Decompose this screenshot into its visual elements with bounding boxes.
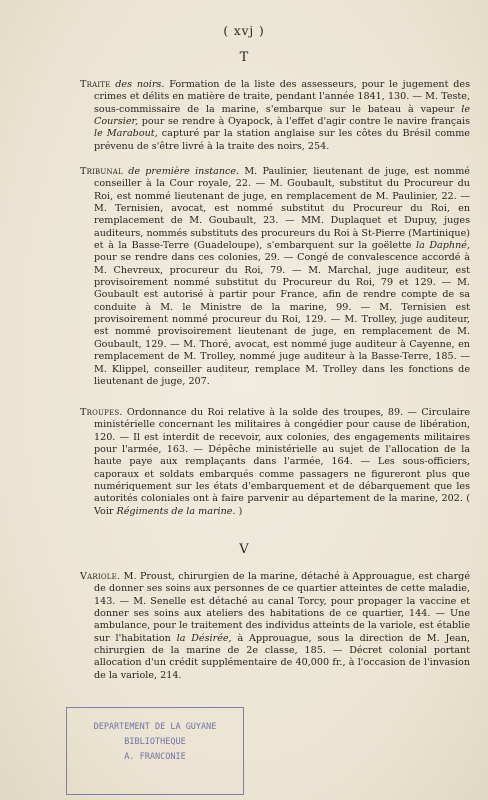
entry-text: pour se rendre à Oyapock, à l'effet d'agir contre le navire français [138,116,470,128]
entry-italic: la Daphné, [416,240,470,252]
entry-head: Tribunal [80,166,123,177]
entry-head: Traite [80,79,111,90]
entry-variole [80,571,470,682]
entry-text: ) [235,505,243,517]
entry-text: M. Proust, chirurgien de la marine, détaché à Approuague, est chargé de donner ses soins aux personnes de ce quartier atteintes de cette maladie, 143. — M. Senelle est détaché au canal Torcy, pour propager la vaccine et donner ses soins aux ateliers des habitations de ce quartier, 144. — Une ambulance, pour le traitement des individus atteints de la variole, est établie sur l'habitation [94,571,470,644]
entry-head: Troupes. [80,407,123,418]
entry-text: Formation de la liste des assesseurs, pour le jugement des crimes et délits en matière de traite, pendant l'année 1841, 130. — M. Teste, sous-commissaire de la marine, s'embarque sur le bateau à vapeur [94,79,470,115]
page-number: ( xvj ) [223,24,265,38]
entry-text: Ordonnance du Roi relative à la solde des troupes, 89. — Circulaire ministérielle concernant les militaires à congédier pour cause de libération, 120. — Il est interdit de recevoir, aux colonies, des engagements militaires pour l'armée, 163. — Dépêche ministérielle au sujet de l'allocation de la haute paye aux remplaçants dans l'armée, 164. — Les sous-officiers, caporaux et soldats embarqués comme passagers ne figureront plus que numériquement sur les états d'embarquement et de débarquement que les autorités coloniales ont à faire parvenir au département de la marine, 202. ( Voir [94,407,470,517]
entry-tribunal [80,166,470,388]
entry-text: capturé par la station anglaise sur les côtes du Brésil comme prévenu de s'être livré à la traite des noirs, 254. [94,128,470,152]
entry-italic: le Coursier, [94,103,470,128]
entry-head-italic: de première instance. [128,166,240,177]
stamp-line: DEPARTEMENT DE LA GUYANE [93,722,217,732]
entry-head: Variole. [80,571,121,582]
entry-text: M. Paulinier, lieutenant de juge, est nommé conseiller à la Cour royale, 22. — M. Goubault, substitut du Procureur du Roi, est nommé lieutenant de juge, en remplacement de M. Paulinier, 22. — M. Ternisien, avocat, est nommé substitut du Procureur du Roi, en remplacement de M. Goubault, 23. — MM. Duplaquet et Dupuy, juges auditeurs, nommés substituts des procureurs du Roi à St-Pierre (Martinique) et à la Basse-Terre (Guadeloupe), s'embarquent sur la goëlette [94,166,470,252]
entry-italic: la Désirée, [176,632,232,644]
entry-traite [80,79,470,153]
entry-text: pour se rendre dans ces colonies, 29. — Congé de convalescence accordé à M. Chevreux, procureur du Roi, 79. — M. Marchal, juge auditeur, est provisoirement nommé substitut du Procureur du Roi, 79 et 129. — M. Goubault est autorisé à partir pour France, afin de rendre compte de sa conduite à M. le Ministre de la marine, 99. — M. Ternisien est provisoirement nommé procureur du Roi, 129. — M. Trolley, juge auditeur, est nommé provisoirement lieutenant de juge, en remplacement de M. Goubault, 129. — M. Thoré, avocat, est nommé juge auditeur à Cayenne, en remplacement de M. Trolley, nommé juge auditeur à la Basse-Terre, 185. — M. Klippel, conseiller auditeur, remplace M. Trolley dans les fonctions de lieutenant de juge, 207. [94,252,470,387]
section-letter-v: V [239,542,249,557]
section-letter-t: T [239,50,249,65]
entry-troupes [80,407,470,518]
stamp-line: A. FRANCONIE [124,752,186,762]
library-stamp [66,707,244,795]
entry-text: à Approuague, sous la direction de M. Jean, chirurgien de la marine de 2e classe, 185. — Décret colonial portant allocation d'un crédit supplémentaire de 40,000 fr., à l'occasion de l'invasion de la variole, 214. [94,632,470,681]
entry-head-italic: des noirs. [115,79,165,90]
entry-italic: Régiments de la marine. [116,505,236,517]
entry-italic: le Marabout, [94,128,158,140]
stamp-line: BIBLIOTHEQUE [124,737,186,747]
